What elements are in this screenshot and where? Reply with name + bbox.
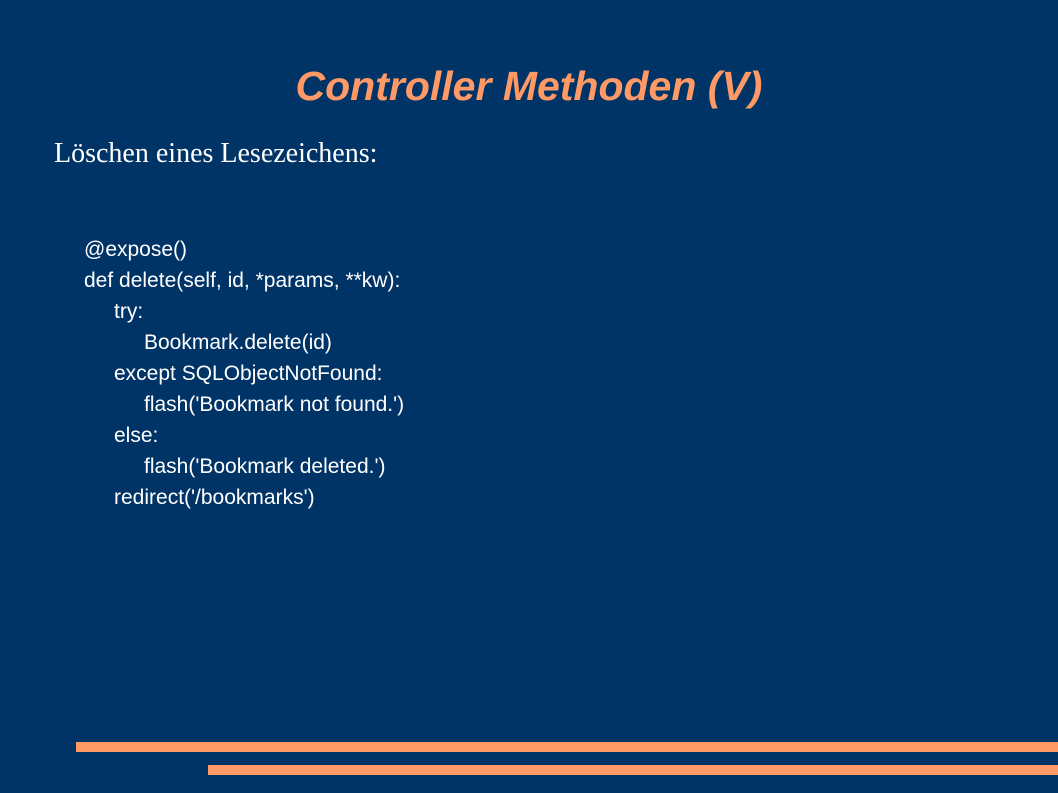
code-line: def delete(self, id, *params, **kw): [84, 269, 401, 292]
code-line: @expose() [84, 238, 188, 261]
code-line: else: [114, 424, 159, 447]
decorative-bar-bottom [208, 765, 1058, 775]
code-line: try: [114, 300, 144, 323]
code-line: flash('Bookmark not found.') [144, 393, 405, 416]
decorative-bar-top [76, 742, 1058, 752]
slide-title: Controller Methoden (V) [295, 63, 763, 109]
code-line: flash('Bookmark deleted.') [144, 455, 386, 478]
code-line: except SQLObjectNotFound: [114, 362, 383, 385]
code-line: Bookmark.delete(id) [144, 331, 332, 354]
code-line: redirect('/bookmarks') [114, 486, 315, 509]
code-block [84, 234, 404, 513]
slide-subtitle: Löschen eines Lesezeichens: [54, 138, 378, 169]
